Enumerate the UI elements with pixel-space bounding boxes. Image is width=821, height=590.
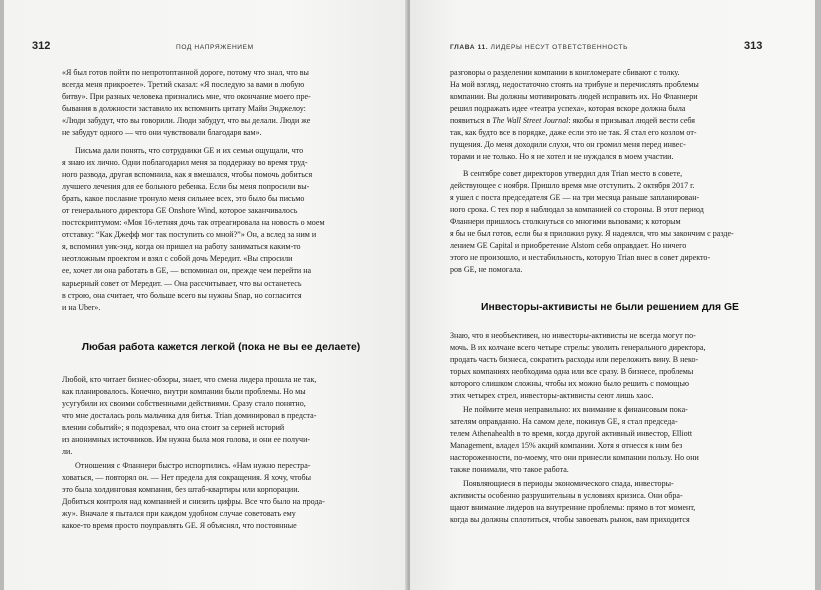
text-line: какое-то время просто поуправлять GE. Я объяснял, что постоянные bbox=[62, 521, 297, 531]
text-line: На мой взгляд, недостаточно стоять на трибуне и перечислять проблемы bbox=[450, 80, 699, 90]
text-line: усугубили их своими собственными действиями. Сразу стало понятно, bbox=[62, 399, 306, 409]
text-line: от генерального директора GE Onshore Wind, которое заканчивалось bbox=[62, 206, 298, 216]
text-line: что мне досталась роль мальчика для битья. Trian доминировал в предста- bbox=[62, 411, 317, 421]
text-line: компании. Вы должны мотивировать людей исправить их. Но Фланнери bbox=[450, 92, 698, 102]
text-line: Знаю, что я необъективен, но инвесторы-активисты не всегда могут по- bbox=[450, 331, 696, 340]
text-line: неотложным проектом и взял с собой дочь Мередит. «Вы спросили bbox=[62, 254, 293, 264]
right-para-2 bbox=[450, 168, 770, 276]
text-line: ее, хочет ли она работать в GE, — вспоминал он, прежде чем перейти на bbox=[62, 266, 312, 276]
text-line: всегда меня прикроете». Третий сказал: «Я последую за вами в любую bbox=[62, 80, 305, 90]
text-line: В сентябре совет директоров утвердил для Trian место в совете, bbox=[463, 169, 683, 178]
left-para-3 bbox=[62, 374, 380, 458]
chapter-title: ЛИДЕРЫ НЕСУТ ОТВЕТСТВЕННОСТЬ bbox=[488, 44, 629, 51]
text-line: я ушел с поста председателя GE — на три месяца раньше запланирован- bbox=[450, 193, 700, 203]
text-line: Появляющиеся в периоды экономического спада, инвесторы- bbox=[463, 479, 674, 488]
text-line: как планировалось. Конечно, внутри компании были проблемы. Но мы bbox=[62, 387, 306, 397]
text-line: я, вспомнил уик-энд, когда он пришел на работу заниматься каким-то bbox=[62, 242, 301, 252]
text-line: постскриптумом: «Моя 16-летняя дочь так отреагировала на новость о моем bbox=[62, 218, 325, 228]
text-line: это была холдинговая компания, без штаб-квартиры или корпорации. bbox=[62, 485, 300, 495]
text-line: ного срока. С тех пор я наблюдал за компанией со стороны. В этот период bbox=[450, 205, 704, 215]
text-line: «Люди забудут, что вы говорили. Люди забудут, что вы делали. Люди же bbox=[62, 116, 311, 126]
text-line: Фланнери пришлось столкнуться со многими вызовами; к которым bbox=[450, 217, 681, 227]
text-line: из анонимных источников. Им нужна была моя голова, и они ее получи- bbox=[62, 435, 311, 445]
text-line: продать часть бизнеса, сократить расходы или переложить вину. В неко- bbox=[450, 355, 699, 365]
text-line: ров GE, не помогала. bbox=[450, 265, 523, 275]
right-para-1 bbox=[450, 67, 770, 163]
right-para-3 bbox=[450, 330, 770, 402]
text-line: настороженности, по-моему, что они принесли компании пользу. Но они bbox=[450, 453, 699, 463]
text-line: отставку: “Как Джефф мог так поступить со мной?”» Он, а вслед за ним и bbox=[62, 230, 317, 240]
text-line: телем Athenahealth в то время, когда другой активный инвестор, Elliott bbox=[450, 429, 693, 439]
wsj-suffix: : якобы я призывал людей вести себя bbox=[568, 116, 696, 126]
left-page bbox=[4, 0, 408, 590]
wsj-title: The Wall Street Journal bbox=[492, 116, 569, 126]
text-line: зателям оправданно. На самом деле, покинув GE, я стал председа- bbox=[450, 417, 678, 427]
right-running-head bbox=[450, 44, 628, 51]
chapter-label: ГЛАВА 11. bbox=[450, 44, 489, 51]
text-line: Не поймите меня неправильно: их внимание к финансовым пока- bbox=[463, 405, 688, 414]
text-line: щают внимание лидеров на внутренние проблемы: прямо в тот момент, bbox=[450, 503, 696, 513]
left-para-1 bbox=[62, 67, 380, 139]
text-line: жу». Вначале я пытался при каждом удобном случае советовать ему bbox=[62, 509, 296, 519]
text-line: Отношения с Фланнери быстро испортились. «Нам нужно перестра- bbox=[75, 461, 311, 470]
text-line: пущения. До меня доходили слухи, что он громил меня перед инвес- bbox=[450, 140, 686, 150]
text-line: и на Uber». bbox=[62, 302, 101, 312]
wsj-prefix: появиться в bbox=[450, 116, 493, 126]
text-line: я бы не был готов, если бы я приложил руку. Я надеялся, что мы закончим с разде- bbox=[450, 229, 734, 239]
text-line: битву». При разных человека признались мне, что окончание моего пре- bbox=[62, 92, 311, 102]
text-line: я знаю их лично. Одни поблагодарил меня за поддержку во время труд- bbox=[62, 158, 308, 168]
text-line: также понимали, что такое работа. bbox=[450, 465, 569, 475]
text-line: действующее с ноября. Пришло время мне отступить. 2 октября 2017 г. bbox=[450, 181, 695, 191]
left-page-number: 312 bbox=[32, 40, 51, 52]
text-line: разговоры о разделении компании в конгломерате сбивают с толку. bbox=[450, 68, 680, 77]
right-section-heading: Инвесторы-активисты не были решением для GE bbox=[481, 302, 739, 313]
text-line: которого слишком сложны, чтобы их можно было решить с помощью bbox=[450, 379, 690, 389]
text-line: Management, владел 15% акций компании. Хотя я отнесся к ним без bbox=[450, 441, 683, 451]
text-line: решил подражать идее «театра успеха», которая вскоре должна была bbox=[450, 104, 686, 114]
text-line: этих четырех стрел, инвесторы-активисты сеют лишь хаос. bbox=[450, 391, 654, 401]
right-page-number: 313 bbox=[744, 40, 763, 52]
right-para-5 bbox=[450, 478, 770, 526]
text-line: карьерный совет от Мередит. — Она рассчитывает, что вы останетесь bbox=[62, 278, 302, 288]
text-line: «Я был готов пойти по непротоптанной дороге, потому что знал, что вы bbox=[62, 68, 309, 77]
text-line: бывания в должности заставило их вспомнить цитату Майи Энджелоу: bbox=[62, 104, 306, 114]
text-line: не забудут одного — что они чувствовали благодаря вам». bbox=[62, 128, 262, 138]
text-line: влении событий»; я подозревал, что она стоит за серией историй bbox=[62, 423, 285, 433]
right-page bbox=[410, 0, 815, 590]
text-line: активисты особенно разрушительны в условиях кризиса. Они обра- bbox=[450, 491, 683, 501]
text-line: когда вы должны сплотиться, чтобы завоевать рынок, вам приходится bbox=[450, 515, 690, 525]
text-line: мочь. В их колчане всего четыре стрелы: уволить генерального директора, bbox=[450, 343, 706, 353]
text-line: ховаться, — повторял он. — Нет предела для сокращения. Я хочу, чтобы bbox=[62, 473, 312, 483]
right-para-4 bbox=[450, 404, 770, 476]
text-line: лучшего лечения для ее больного ребенка. Если бы меня попросили вы- bbox=[62, 182, 310, 192]
text-line: торых компаниях необходима одна или все сразу. В бизнесе, проблемы bbox=[450, 367, 694, 377]
text-line bbox=[450, 115, 770, 127]
text-line: Добиться контроля над компанией и снизить цифры. Все что было на прода- bbox=[62, 497, 325, 507]
text-line: ли. bbox=[62, 447, 73, 457]
text-line: этого не произошло, и нестабильность, которую Trian внес в совет директо- bbox=[450, 253, 711, 263]
left-section-heading: Любая работа кажется легкой (пока не вы ее делаете) bbox=[81, 342, 361, 353]
left-para-2 bbox=[62, 145, 380, 314]
left-running-head: ПОД НАПРЯЖЕНИЕМ bbox=[176, 44, 254, 51]
text-line: лением GE Capital и приобретение Alstom себя оправдает. Но ничего bbox=[450, 241, 687, 251]
left-para-4 bbox=[62, 460, 380, 532]
text-line: торами и не только. Но я не хотел и не нуждался в моем участии. bbox=[450, 152, 674, 162]
text-line: Любой, кто читает бизнес-обзоры, знает, что смена лидера прошла не так, bbox=[62, 375, 317, 384]
text-line: брать, какое послание тронуло меня сильнее всех, это было бы письмо bbox=[62, 194, 305, 204]
text-line: Письма дали понять, что сотрудники GE и их семьи ощущали, что bbox=[75, 146, 304, 155]
text-line: в строю, она считает, что больше всего вы нужны Snap, но согласится bbox=[62, 290, 302, 300]
text-line: так, как будто все в порядке, даже если это не так. Я стал его козлом от- bbox=[450, 128, 697, 138]
text-line: ного развода, другая вспомнила, как я вмешался, чтобы помочь добиться bbox=[62, 170, 313, 180]
